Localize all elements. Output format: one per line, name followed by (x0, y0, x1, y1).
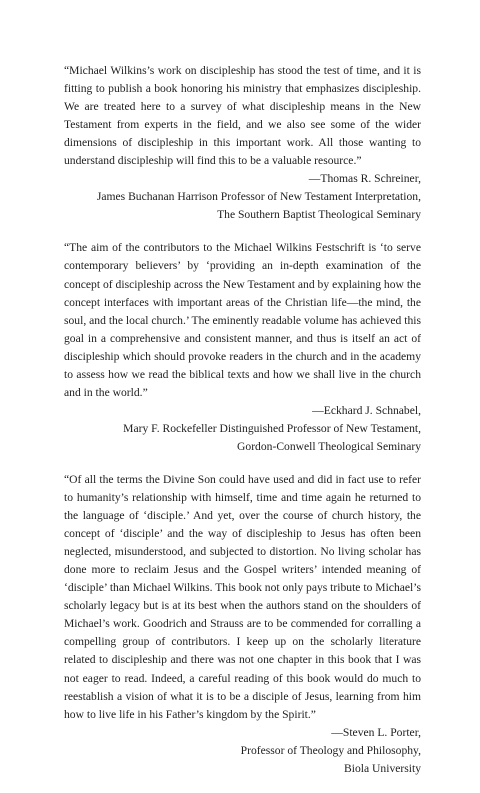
endorser-title: James Buchanan Harrison Professor of New Testament Interpretation, (96, 190, 421, 204)
endorsement-quote: “Of all the terms the Divine Son could have used and did in fact use to refer to humanity’s relationship with himself, time and time again he returned to the language of ‘disciple.’ And yet, over the course of church history, the concept of ‘disciple’ and the way of discipleship to Jesus has often been neglected, misunderstood, and subjected to distortion. No living scholar has done more to reclaim Jesus and the Gospel writers’ intended meaning of ‘disciple’ than Michael Wilkins. This book not only pays tribute to Michael’s scholarly legacy but is at its best when the authors stand on the shoulders of Michael’s work. Goodrich and Strauss are to be commended for corralling a compelling group of contributors. I keep up on the scholarly literature related to discipleship and there was not one chapter in this book that I was not eager to read. Indeed, a careful reading of this book would do much to reestablish a vision of what it is to be a disciple of Jesus, learning from him how to live life in his Father’s kingdom by the Spirit.” (64, 472, 421, 721)
endorsement-attribution (64, 724, 421, 778)
endorser-institution: Gordon-Conwell Theological Seminary (237, 439, 421, 453)
endorsement-attribution (64, 402, 421, 456)
endorser-name: —Steven L. Porter, (331, 725, 421, 739)
endorsement-attribution (64, 170, 421, 224)
endorsement-porter (64, 471, 421, 778)
endorser-title: Mary F. Rockefeller Distinguished Professor of New Testament, (123, 421, 421, 435)
endorser-institution: The Southern Baptist Theological Seminary (217, 208, 421, 222)
endorsement-quote: “Michael Wilkins’s work on discipleship has stood the test of time, and it is fitting to publish a book honoring his ministry that emphasizes discipleship. We are treated here to a survey of what discipleship means in the New Testament from experts in the field, and we also see some of the wider dimensions of discipleship in this important work. All those wanting to understand discipleship will find this to be a valuable resource.” (64, 64, 421, 168)
endorsement-schnabel (64, 239, 421, 456)
endorser-name: —Eckhard J. Schnabel, (312, 403, 421, 417)
endorsements-page (64, 62, 421, 793)
endorser-institution: Biola University (344, 761, 421, 775)
endorser-name: —Thomas R. Schreiner, (308, 172, 421, 186)
endorser-title: Professor of Theology and Philosophy, (240, 743, 421, 757)
endorsement-quote: “The aim of the contributors to the Michael Wilkins Festschrift is ‘to serve contemporary believers’ by ‘providing an in-depth examination of the concept of discipleship across the New Testament and by explaining how the concept interfaces with important areas of the Christian life—the mind, the soul, and the local church.’ The eminently readable volume has achieved this goal in a comprehensive and consistent manner, and thus is itself an act of discipleship which should provoke readers in the church and in the academy to assess how we read the biblical texts and how we shall live in the church and in the world.” (64, 241, 421, 399)
endorsement-schreiner (64, 62, 421, 224)
